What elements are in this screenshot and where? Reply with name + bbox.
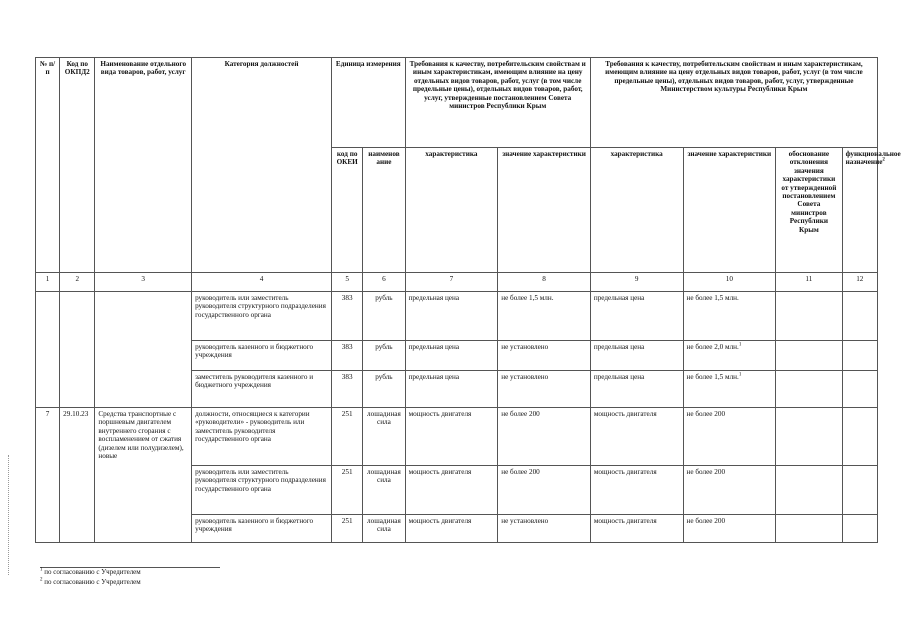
cell-unit: лошадиная сила (363, 408, 405, 466)
cell-value-2-text: не более 1,5 млн. (686, 294, 739, 302)
cell-unit: рубль (363, 292, 405, 341)
column-number-row (36, 273, 878, 292)
table-row (36, 408, 878, 466)
cell-value-2 (683, 341, 776, 371)
footnote-text: по согласованию с Учредителем (44, 578, 141, 586)
cell-characteristic-2: предельная цена (590, 292, 683, 341)
cell-characteristic: мощность двигателя (405, 515, 498, 543)
cell-value: не установлено (498, 515, 591, 543)
cell-unit: лошадиная сила (363, 466, 405, 515)
header-function (842, 148, 901, 273)
cell-justification (776, 408, 842, 466)
cell-value-2-text: не более 2,0 млн. (686, 343, 739, 351)
cell-function (842, 408, 877, 466)
header-justification: обоснование отклонения значения характеристики от утвержденной постановлением Совета министров Республики Крым (776, 148, 842, 273)
cell-value-2-text: не более 200 (686, 410, 726, 418)
cell-characteristic: мощность двигателя (405, 408, 498, 466)
header-requirements-ministry: Требования к качеству, потребительским свойствам и иным характеристикам, имеющим влияние на цену отдельных видов товаров, работ, услуг (в том числе предельные цены), отдельных видов товаров, работ, услуг, утвержденные Министерством культуры Республики Крым (590, 58, 877, 148)
header-characteristic: характеристика (405, 148, 498, 273)
col-number: 10 (683, 273, 776, 292)
cell-characteristic-2: предельная цена (590, 341, 683, 371)
cell-value-2-text: не более 200 (686, 468, 726, 476)
cell-value-2 (683, 515, 776, 543)
header-value: значение характеристики (498, 148, 591, 273)
cell-value-2-text: не более 200 (686, 517, 726, 525)
col-number: 12 (842, 273, 877, 292)
cell-unit: рубль (363, 371, 405, 408)
cell-function (842, 292, 877, 341)
header-function-sup: 2 (882, 158, 885, 164)
cell-category: должности, относящиеся к категории «руководители» - руководитель или заместитель руководителя государственного органа (192, 408, 332, 466)
cell-item-name (95, 292, 192, 408)
header-characteristic-2: характеристика (590, 148, 683, 273)
cell-okei: 383 (332, 292, 363, 341)
cell-category: заместитель руководителя казенного и бюджетного учреждения (192, 371, 332, 408)
cell-value-2-text: не более 1,5 млн. (686, 373, 739, 381)
cell-value-2-sup: 1 (738, 342, 742, 348)
footnotes (40, 567, 141, 587)
header-okpd: Код по ОКПД2 (60, 58, 95, 273)
cell-characteristic-2: мощность двигателя (590, 466, 683, 515)
cell-category: руководитель или заместитель руководителя структурного подразделения государственного органа (192, 466, 332, 515)
cell-function (842, 341, 877, 371)
cell-value-2 (683, 371, 776, 408)
col-number: 4 (192, 273, 332, 292)
header-num: № п/п (36, 58, 60, 273)
cell-characteristic: предельная цена (405, 341, 498, 371)
cell-category: руководитель или заместитель руководителя структурного подразделения государственного органа (192, 292, 332, 341)
footnote-text: по согласованию с Учредителем (44, 568, 141, 576)
cell-unit: рубль (363, 341, 405, 371)
cell-category: руководитель казенного и бюджетного учреждения (192, 515, 332, 543)
col-number: 1 (36, 273, 60, 292)
col-number: 11 (776, 273, 842, 292)
cell-okpd: 29.10.23 (60, 408, 95, 543)
header-value-2: значение характеристики (683, 148, 776, 273)
cell-justification (776, 466, 842, 515)
cell-unit: лошадиная сила (363, 515, 405, 543)
footnote-item (40, 567, 141, 577)
cell-justification (776, 371, 842, 408)
footnote-sup: 2 (40, 577, 43, 583)
cell-okei: 251 (332, 466, 363, 515)
header-row-1 (36, 58, 878, 148)
footnote-sup: 1 (40, 567, 43, 573)
header-category: Категория должностей (192, 58, 332, 273)
col-number: 5 (332, 273, 363, 292)
cell-item-name: Средства транспортные с поршневым двигателем внутреннего сгорания с воспламенением от сжатия (дизелем или полудизелем), новые (95, 408, 192, 543)
cell-value: не установлено (498, 341, 591, 371)
cell-okei: 383 (332, 341, 363, 371)
col-number: 2 (60, 273, 95, 292)
cell-okei: 251 (332, 408, 363, 466)
cell-value: не установлено (498, 371, 591, 408)
footnote-item (40, 577, 141, 587)
cell-okpd (60, 292, 95, 408)
cell-okei: 251 (332, 515, 363, 543)
cell-value-2-sup: 1 (738, 372, 742, 378)
cell-characteristic-2: мощность двигателя (590, 515, 683, 543)
col-number: 6 (363, 273, 405, 292)
cell-function (842, 371, 877, 408)
header-requirements-council: Требования к качеству, потребительским свойствам и иным характеристикам, имеющим влияние на цену отдельных видов товаров, работ, услуг (в том числе предельные цены), отдельных видов товаров, работ, услуг, утвержденные постановлением Совета министров Республики Крым (405, 58, 590, 148)
cell-justification (776, 292, 842, 341)
cell-value: не более 200 (498, 408, 591, 466)
requirements-table (35, 57, 901, 543)
cell-characteristic: предельная цена (405, 292, 498, 341)
header-function-text: функциональное назначение (845, 150, 901, 167)
cell-value: не более 200 (498, 466, 591, 515)
col-number: 8 (498, 273, 591, 292)
cell-characteristic: предельная цена (405, 371, 498, 408)
header-unit: Единица измерения (332, 58, 406, 148)
header-okei: код по ОКЕИ (332, 148, 363, 273)
cell-value-2 (683, 292, 776, 341)
col-number: 3 (95, 273, 192, 292)
cell-value-2 (683, 466, 776, 515)
cell-num: 7 (36, 408, 60, 543)
cell-value-2 (683, 408, 776, 466)
cell-category: руководитель казенного и бюджетного учреждения (192, 341, 332, 371)
cell-characteristic: мощность двигателя (405, 466, 498, 515)
cell-characteristic-2: предельная цена (590, 371, 683, 408)
scan-margin-mark (8, 455, 10, 575)
cell-num (36, 292, 60, 408)
col-number: 7 (405, 273, 498, 292)
cell-justification (776, 341, 842, 371)
cell-value: не более 1,5 млн. (498, 292, 591, 341)
cell-justification (776, 515, 842, 543)
table-row (36, 292, 878, 341)
cell-function (842, 466, 877, 515)
cell-okei: 383 (332, 371, 363, 408)
cell-function (842, 515, 877, 543)
col-number: 9 (590, 273, 683, 292)
cell-characteristic-2: мощность двигателя (590, 408, 683, 466)
header-item-name: Наименование отдельного вида товаров, работ, услуг (95, 58, 192, 273)
header-unit-name: наименов ание (363, 148, 405, 273)
